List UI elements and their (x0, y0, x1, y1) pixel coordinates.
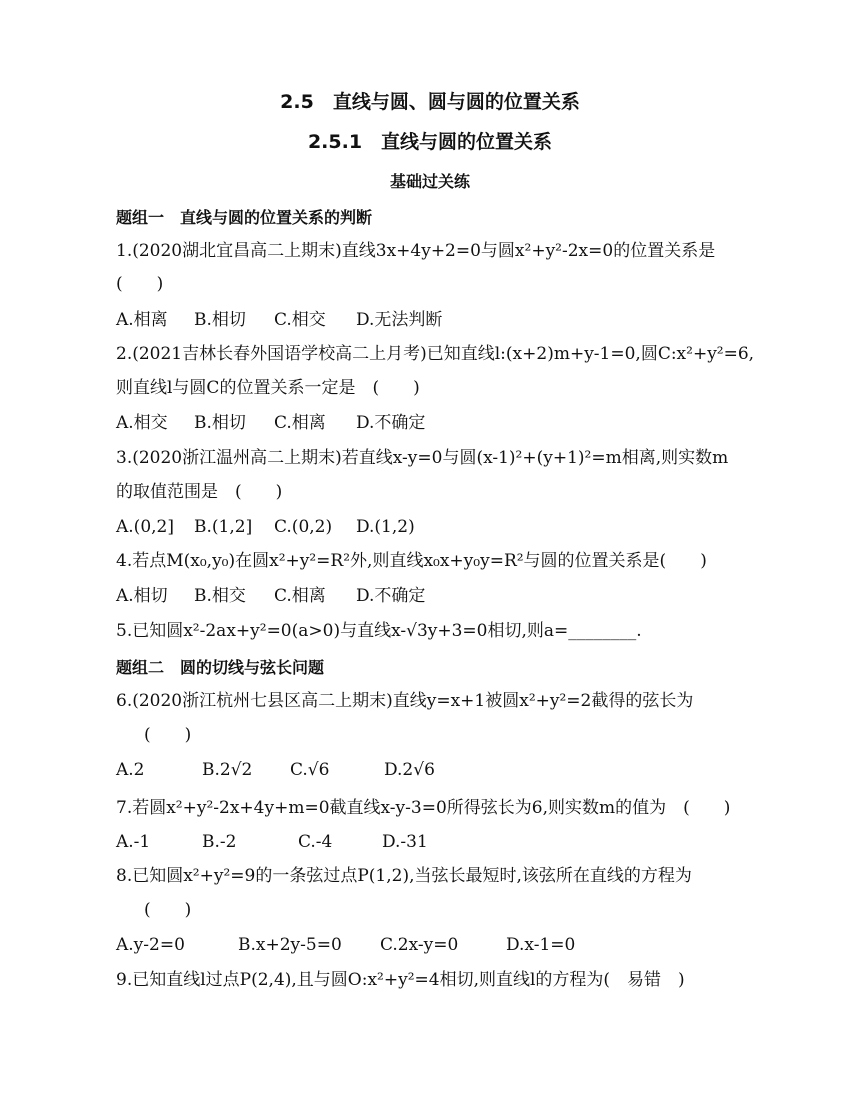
question-6-stem: 6.(2020浙江杭州七县区高二上期末)直线y=x+1被圆x²+y²=2截得的弦长为 (116, 691, 694, 711)
option-b: B.相切 (194, 413, 246, 433)
question-9-stem: 9.已知直线l过点P(2,4),且与圆O:x²+y²=4相切,则直线l的方程为( 易错 ) (116, 970, 685, 990)
question-8-stem: 8.已知圆x²+y²=9的一条弦过点P(1,2),当弦长最短时,该弦所在直线的方程为 (116, 866, 692, 886)
option-c: C.-4 (298, 832, 333, 852)
question-4-options (116, 584, 425, 608)
option-b: B.相交 (194, 586, 246, 606)
question-6-options (116, 758, 435, 782)
option-c: C.相交 (274, 310, 326, 330)
question-1-stem: 1.(2020湖北宜昌高二上期末)直线3x+4y+2=0与圆x²+y²-2x=0的位置关系是 (116, 241, 716, 261)
option-b: B.(1,2] (194, 517, 253, 537)
option-c: C.(0,2) (274, 517, 333, 537)
option-c: C.相离 (274, 413, 326, 433)
question-3-stem: 3.(2020浙江温州高二上期末)若直线x-y=0与圆(x-1)²+(y+1)²=m相离,则实数m (116, 448, 729, 468)
option-a: A.相切 (116, 586, 168, 606)
section-title: 2.5 直线与圆、圆与圆的位置关系 (280, 91, 580, 113)
group-two-title: 题组二 圆的切线与弦长问题 (116, 658, 325, 677)
option-b: B.x+2y-5=0 (238, 935, 342, 955)
option-c: C.√6 (290, 760, 330, 780)
subsection-title: 2.5.1 直线与圆的位置关系 (307, 131, 553, 153)
option-c: C.相离 (274, 586, 326, 606)
question-3-options (116, 515, 415, 539)
practice-title: 基础过关练 (389, 172, 470, 191)
option-d: D.(1,2) (356, 517, 415, 537)
option-a: A.相交 (116, 413, 168, 433)
question-7-stem: 7.若圆x²+y²-2x+4y+m=0截直线x-y-3=0所得弦长为6,则实数m的值为 ( ) (116, 798, 731, 818)
option-d: D.不确定 (356, 586, 426, 606)
option-d: D.-31 (382, 832, 428, 852)
question-2-stem-cont: 则直线l与圆C的位置关系一定是 ( ) (116, 378, 420, 398)
option-d: D.2√6 (384, 760, 435, 780)
option-a: A.相离 (116, 310, 168, 330)
option-c: C.2x-y=0 (380, 935, 459, 955)
option-d: D.无法判断 (356, 310, 443, 330)
option-d: D.不确定 (356, 413, 426, 433)
question-2-options (116, 411, 425, 435)
option-a: A.-1 (116, 832, 151, 852)
question-1-options (116, 308, 442, 332)
question-6-paren: ( ) (144, 725, 192, 745)
question-7-options (116, 830, 428, 854)
question-3-stem-cont: 的取值范围是 ( ) (116, 482, 283, 502)
option-d: D.x-1=0 (506, 935, 576, 955)
option-a: A.(0,2] (116, 517, 174, 537)
question-2-stem: 2.(2021吉林长春外国语学校高二上月考)已知直线l:(x+2)m+y-1=0,圆C:x²+y²=6, (116, 344, 755, 364)
question-8-options (116, 933, 575, 957)
group-one-title: 题组一 直线与圆的位置关系的判断 (116, 208, 373, 227)
question-1-paren: ( ) (116, 274, 164, 294)
option-b: B.-2 (202, 832, 237, 852)
question-4-stem: 4.若点M(x₀,y₀)在圆x²+y²=R²外,则直线x₀x+y₀y=R²与圆的位置关系是( ) (116, 551, 707, 571)
question-5-stem: 5.已知圆x²-2ax+y²=0(a>0)与直线x-√3y+3=0相切,则a=________. (116, 621, 642, 641)
option-b: B.相切 (194, 310, 246, 330)
question-8-paren: ( ) (144, 900, 192, 920)
option-a: A.2 (116, 760, 145, 780)
option-a: A.y-2=0 (116, 935, 185, 955)
option-b: B.2√2 (202, 760, 253, 780)
